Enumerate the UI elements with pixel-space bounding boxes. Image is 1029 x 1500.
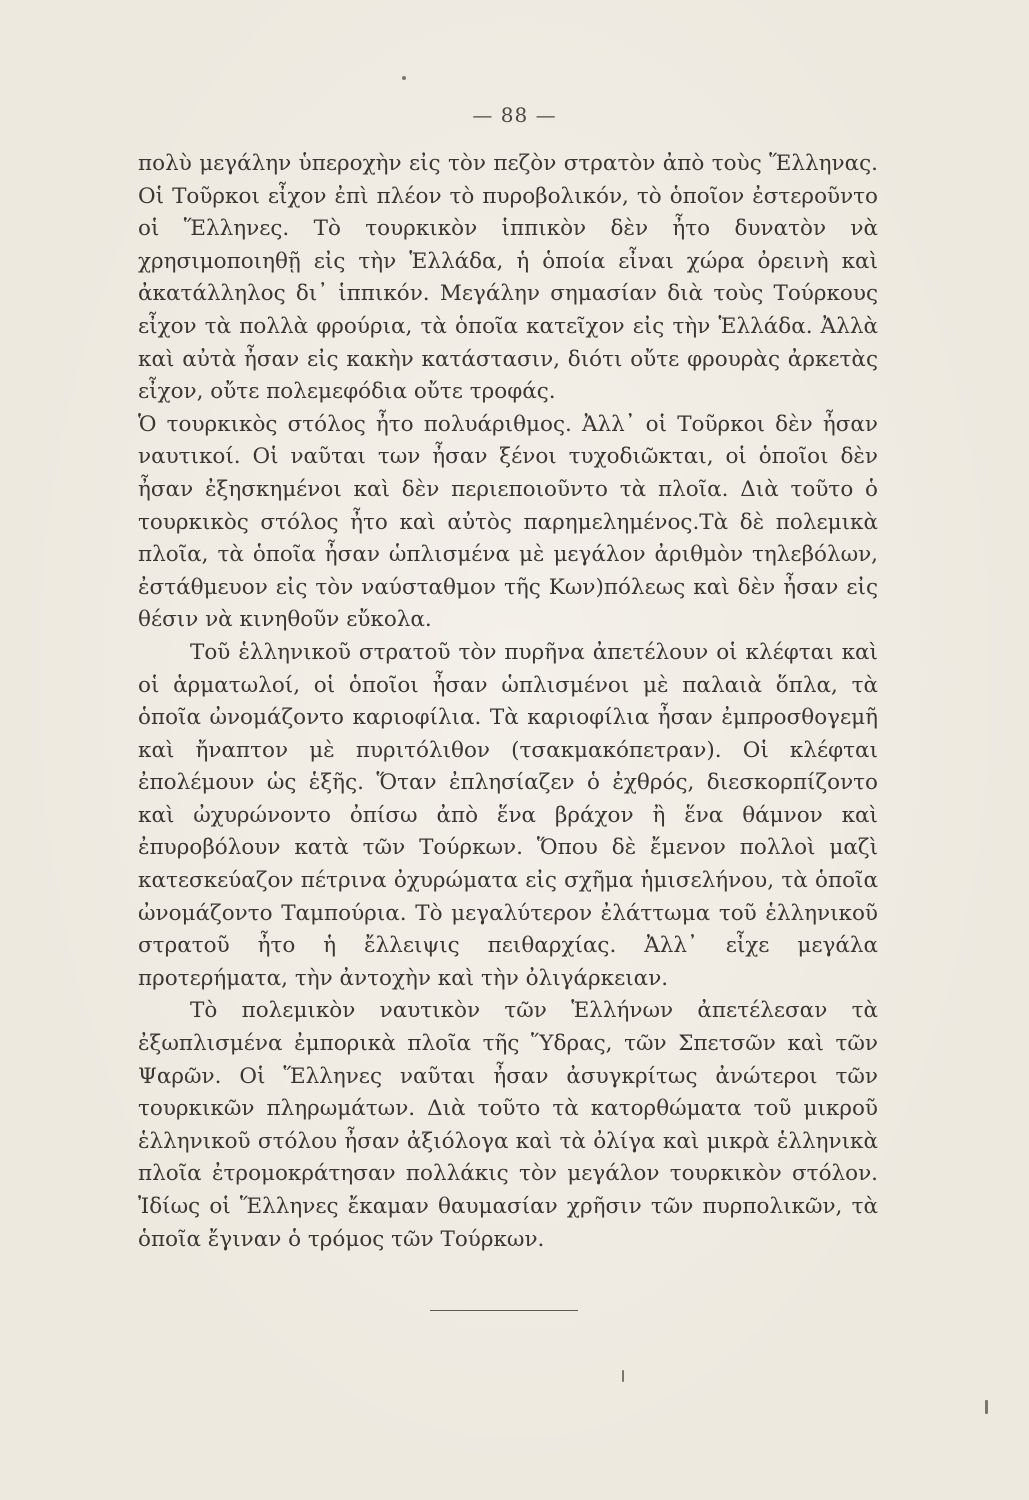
paragraph-4: Τὸ πολεμικὸν ναυτικὸν τῶν Ἑλλήνων ἀπετέλεσαν τὰ ἐξωπλισμένα ἐμπορικὰ πλοῖα τῆς Ὕδρας, τῶν Σπετσῶν καὶ τῶν Ψαρῶν. Οἱ Ἕλληνες ναῦται ἦσαν ἀσυγκρίτως ἀνώτεροι τῶν τουρκικῶν πληρωμάτων. Διὰ τοῦτο τὰ κατορθώματα τοῦ μικροῦ ἑλληνικοῦ στόλου ἦσαν ἀξιόλογα καὶ τὰ ὀλίγα καὶ μικρὰ ἑλληνικὰ πλοῖα ἐτρομοκράτησαν πολλάκις τὸν μεγάλον τουρκικὸν στόλον. Ἰδίως οἱ Ἕλληνες ἔκαμαν θαυμασίαν χρῆσιν τῶν πυρπολικῶν, τὰ ὁποῖα ἔγιναν ὁ τρόμος τῶν Τούρκων.: [138, 998, 878, 1252]
paper-speck-corner: [985, 1400, 988, 1414]
page-number: — 88 —: [472, 103, 557, 127]
body-text: [138, 148, 878, 1256]
paragraph-1: πολὺ μεγάλην ὑπεροχὴν εἰς τὸν πεζὸν στρατὸν ἀπὸ τοὺς Ἕλληνας. Οἱ Τοῦρκοι εἶχον ἐπὶ πλέον τὸ πυροβολικόν, τὸ ὁποῖον ἐστεροῦντο οἱ Ἕλληνες. Τὸ τουρκικὸν ἱππικὸν δὲν ἦτο δυνατὸν νὰ χρησιμοποιηθῇ εἰς τὴν Ἑλλάδα, ἡ ὁποία εἶναι χώρα ὀρεινὴ καὶ ἀκατάλληλος δι᾽ ἱππικόν. Μεγάλην σημασίαν διὰ τοὺς Τούρκους εἶχον τὰ πολλὰ φρούρια, τὰ ὁποῖα κατεῖχον εἰς τὴν Ἑλλάδα. Ἀλλὰ καὶ αὐτὰ ἦσαν εἰς κακὴν κατάστασιν, διότι οὔτε φρουρὰς ἀρκετὰς εἶχον, οὔτε πολεμεφόδια οὔτε τροφάς.: [138, 151, 878, 405]
closing-rule: [430, 1310, 578, 1311]
paper-speck-top: [402, 76, 406, 80]
paragraph-3: Τοῦ ἑλληνικοῦ στρατοῦ τὸν πυρῆνα ἀπετέλουν οἱ κλέφται καὶ οἱ ἁρματωλοί, οἱ ὁποῖοι ἦσαν ὡπλισμένοι μὲ παλαιὰ ὅπλα, τὰ ὁποῖα ὠνομάζοντο καριοφίλια. Τὰ καριοφίλια ἦσαν ἐμπροσθογεμῆ καὶ ἤναπτον μὲ πυριτόλιθον (τσακμακόπετραν). Οἱ κλέφται ἐπολέμουν ὡς ἑξῆς. Ὅταν ἐπλησίαζεν ὁ ἐχθρός, διεσκορπίζοντο καὶ ὠχυρώνοντο ὀπίσω ἀπὸ ἕνα βράχον ἢ ἕνα θάμνον καὶ ἐπυροβόλουν κατὰ τῶν Τούρκων. Ὅπου δὲ ἔμενον πολλοὶ μαζὶ κατεσκεύαζον πέτρινα ὀχυρώματα εἰς σχῆμα ἡμισελήνου, τὰ ὁποῖα ὠνομάζοντο Ταμπούρια. Τὸ μεγαλύτερον ἐλάττωμα τοῦ ἑλληνικοῦ στρατοῦ ἦτο ἡ ἔλλειψις πειθαρχίας. Ἀλλ᾽ εἶχε μεγάλα προτερήματα, τὴν ἀντοχὴν καὶ τὴν ὀλιγάρκειαν.: [138, 639, 878, 991]
paragraph-2: Ὁ τουρκικὸς στόλος ἦτο πολυάριθμος. Ἀλλ᾽ οἱ Τοῦρκοι δὲν ἦσαν ναυτικοί. Οἱ ναῦται των ἦσαν ξένοι τυχοδιῶκται, οἱ ὁποῖοι δὲν ἦσαν ἐξησκημένοι καὶ δὲν περιεποιοῦντο τὰ πλοῖα. Διὰ τοῦτο ὁ τουρκικὸς στόλος ἦτο καὶ αὐτὸς παρημελημένος.Τὰ δὲ πολεμικὰ πλοῖα, τὰ ὁποῖα ἦσαν ὡπλισμένα μὲ μεγάλον ἀριθμὸν τηλεβόλων, ἐστάθμευον εἰς τὸν ναύσταθμον τῆς Κων)πόλεως καὶ δὲν ἦσαν εἰς θέσιν νὰ κινηθοῦν εὔκολα.: [138, 411, 878, 633]
paper-speck-bottom: [622, 1370, 624, 1382]
